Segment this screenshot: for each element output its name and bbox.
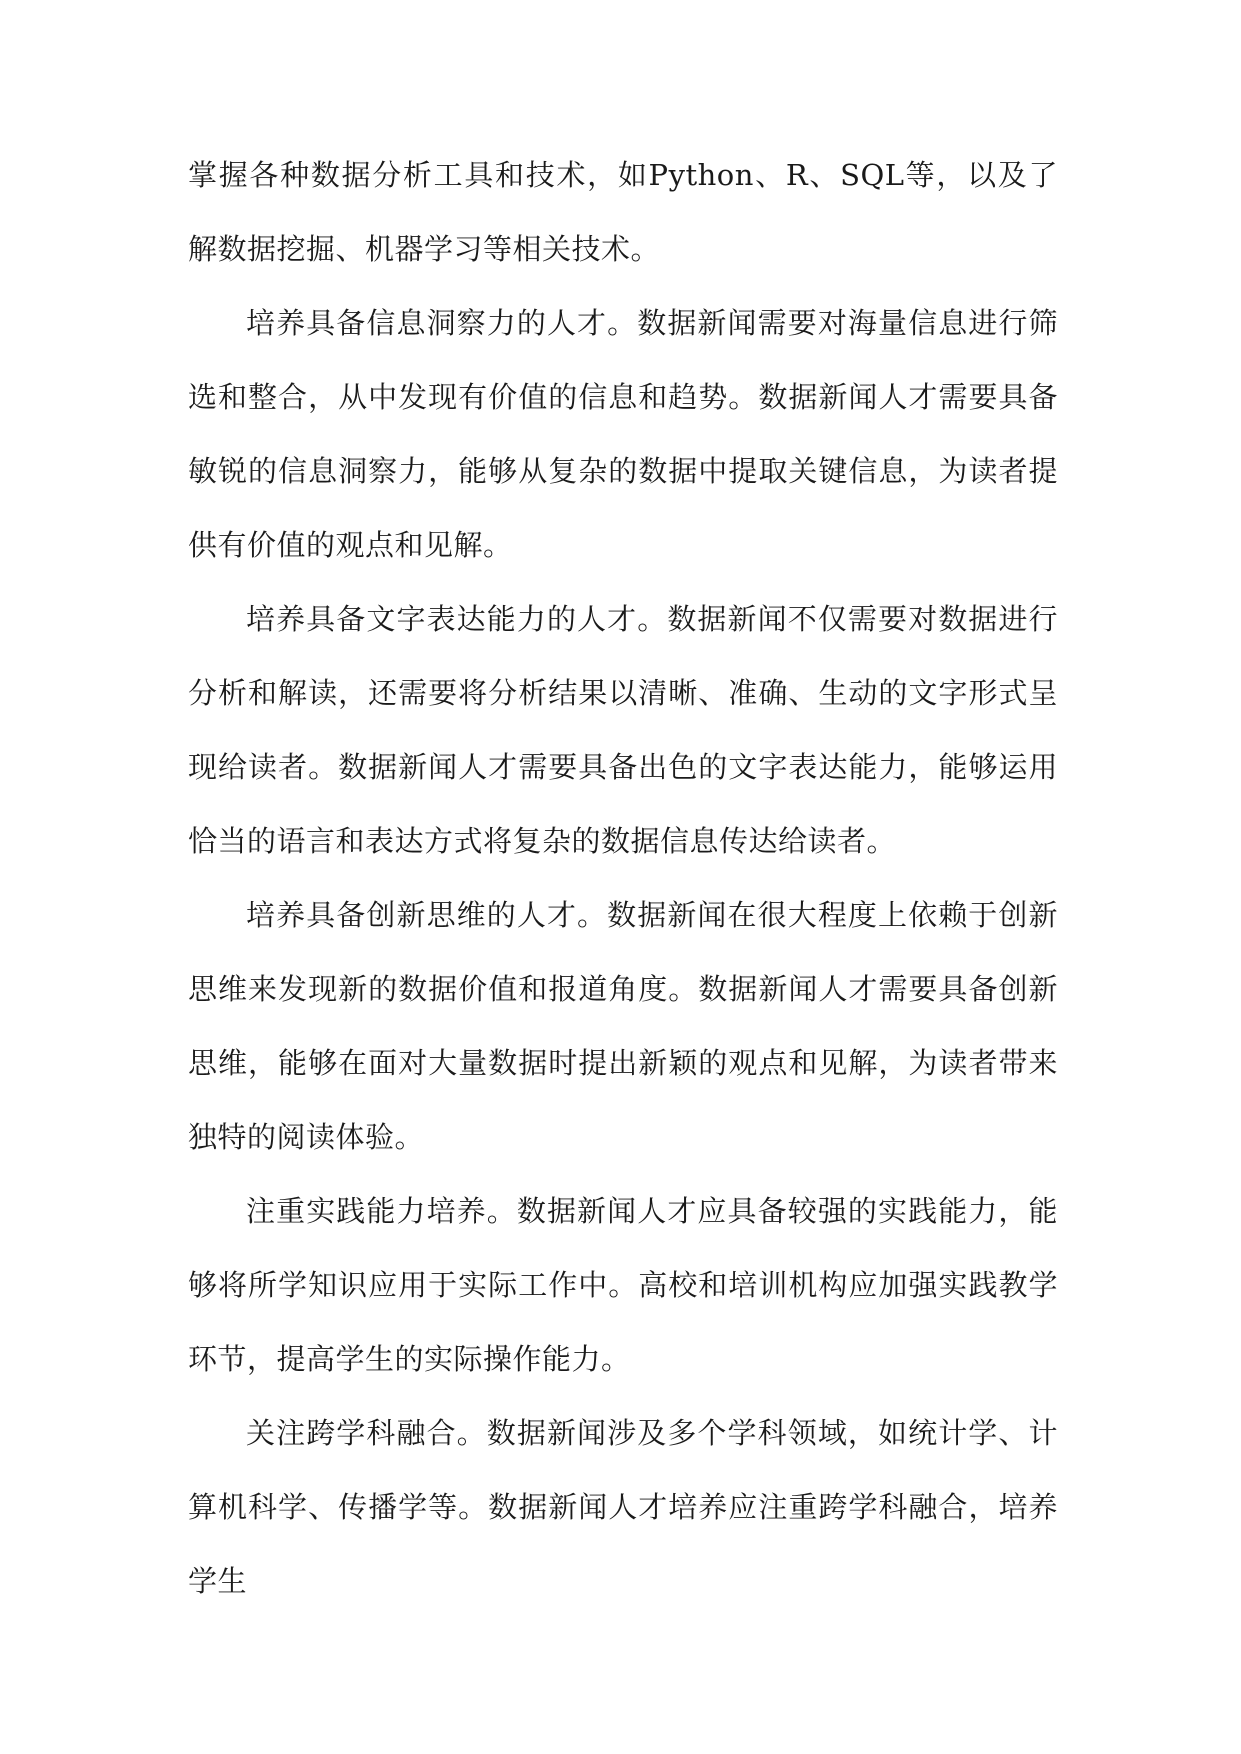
document-body xyxy=(188,138,1058,1618)
paragraph-practice-ability: 注重实践能力培养。数据新闻人才应具备较强的实践能力，能够将所学知识应用于实际工作中。高校和培训机构应加强实践教学环节，提高学生的实际操作能力。 xyxy=(188,1194,1058,1376)
paragraph-continued: 掌握各种数据分析工具和技术，如Python、R、SQL等，以及了解数据挖掘、机器学习等相关技术。 xyxy=(188,158,1058,266)
paragraph-interdisciplinary: 关注跨学科融合。数据新闻涉及多个学科领域，如统计学、计算机科学、传播学等。数据新闻人才培养应注重跨学科融合，培养学生 xyxy=(188,1416,1058,1598)
paragraph-writing-talent: 培养具备文字表达能力的人才。数据新闻不仅需要对数据进行分析和解读，还需要将分析结果以清晰、准确、生动的文字形式呈现给读者。数据新闻人才需要具备出色的文字表达能力，能够运用恰当的语言和表达方式将复杂的数据信息传达给读者。 xyxy=(188,602,1058,858)
paragraph-insight-talent: 培养具备信息洞察力的人才。数据新闻需要对海量信息进行筛选和整合，从中发现有价值的信息和趋势。数据新闻人才需要具备敏锐的信息洞察力，能够从复杂的数据中提取关键信息，为读者提供有价值的观点和见解。 xyxy=(188,306,1058,562)
paragraph-innovation-talent: 培养具备创新思维的人才。数据新闻在很大程度上依赖于创新思维来发现新的数据价值和报道角度。数据新闻人才需要具备创新思维，能够在面对大量数据时提出新颖的观点和见解，为读者带来独特的阅读体验。 xyxy=(188,898,1058,1154)
